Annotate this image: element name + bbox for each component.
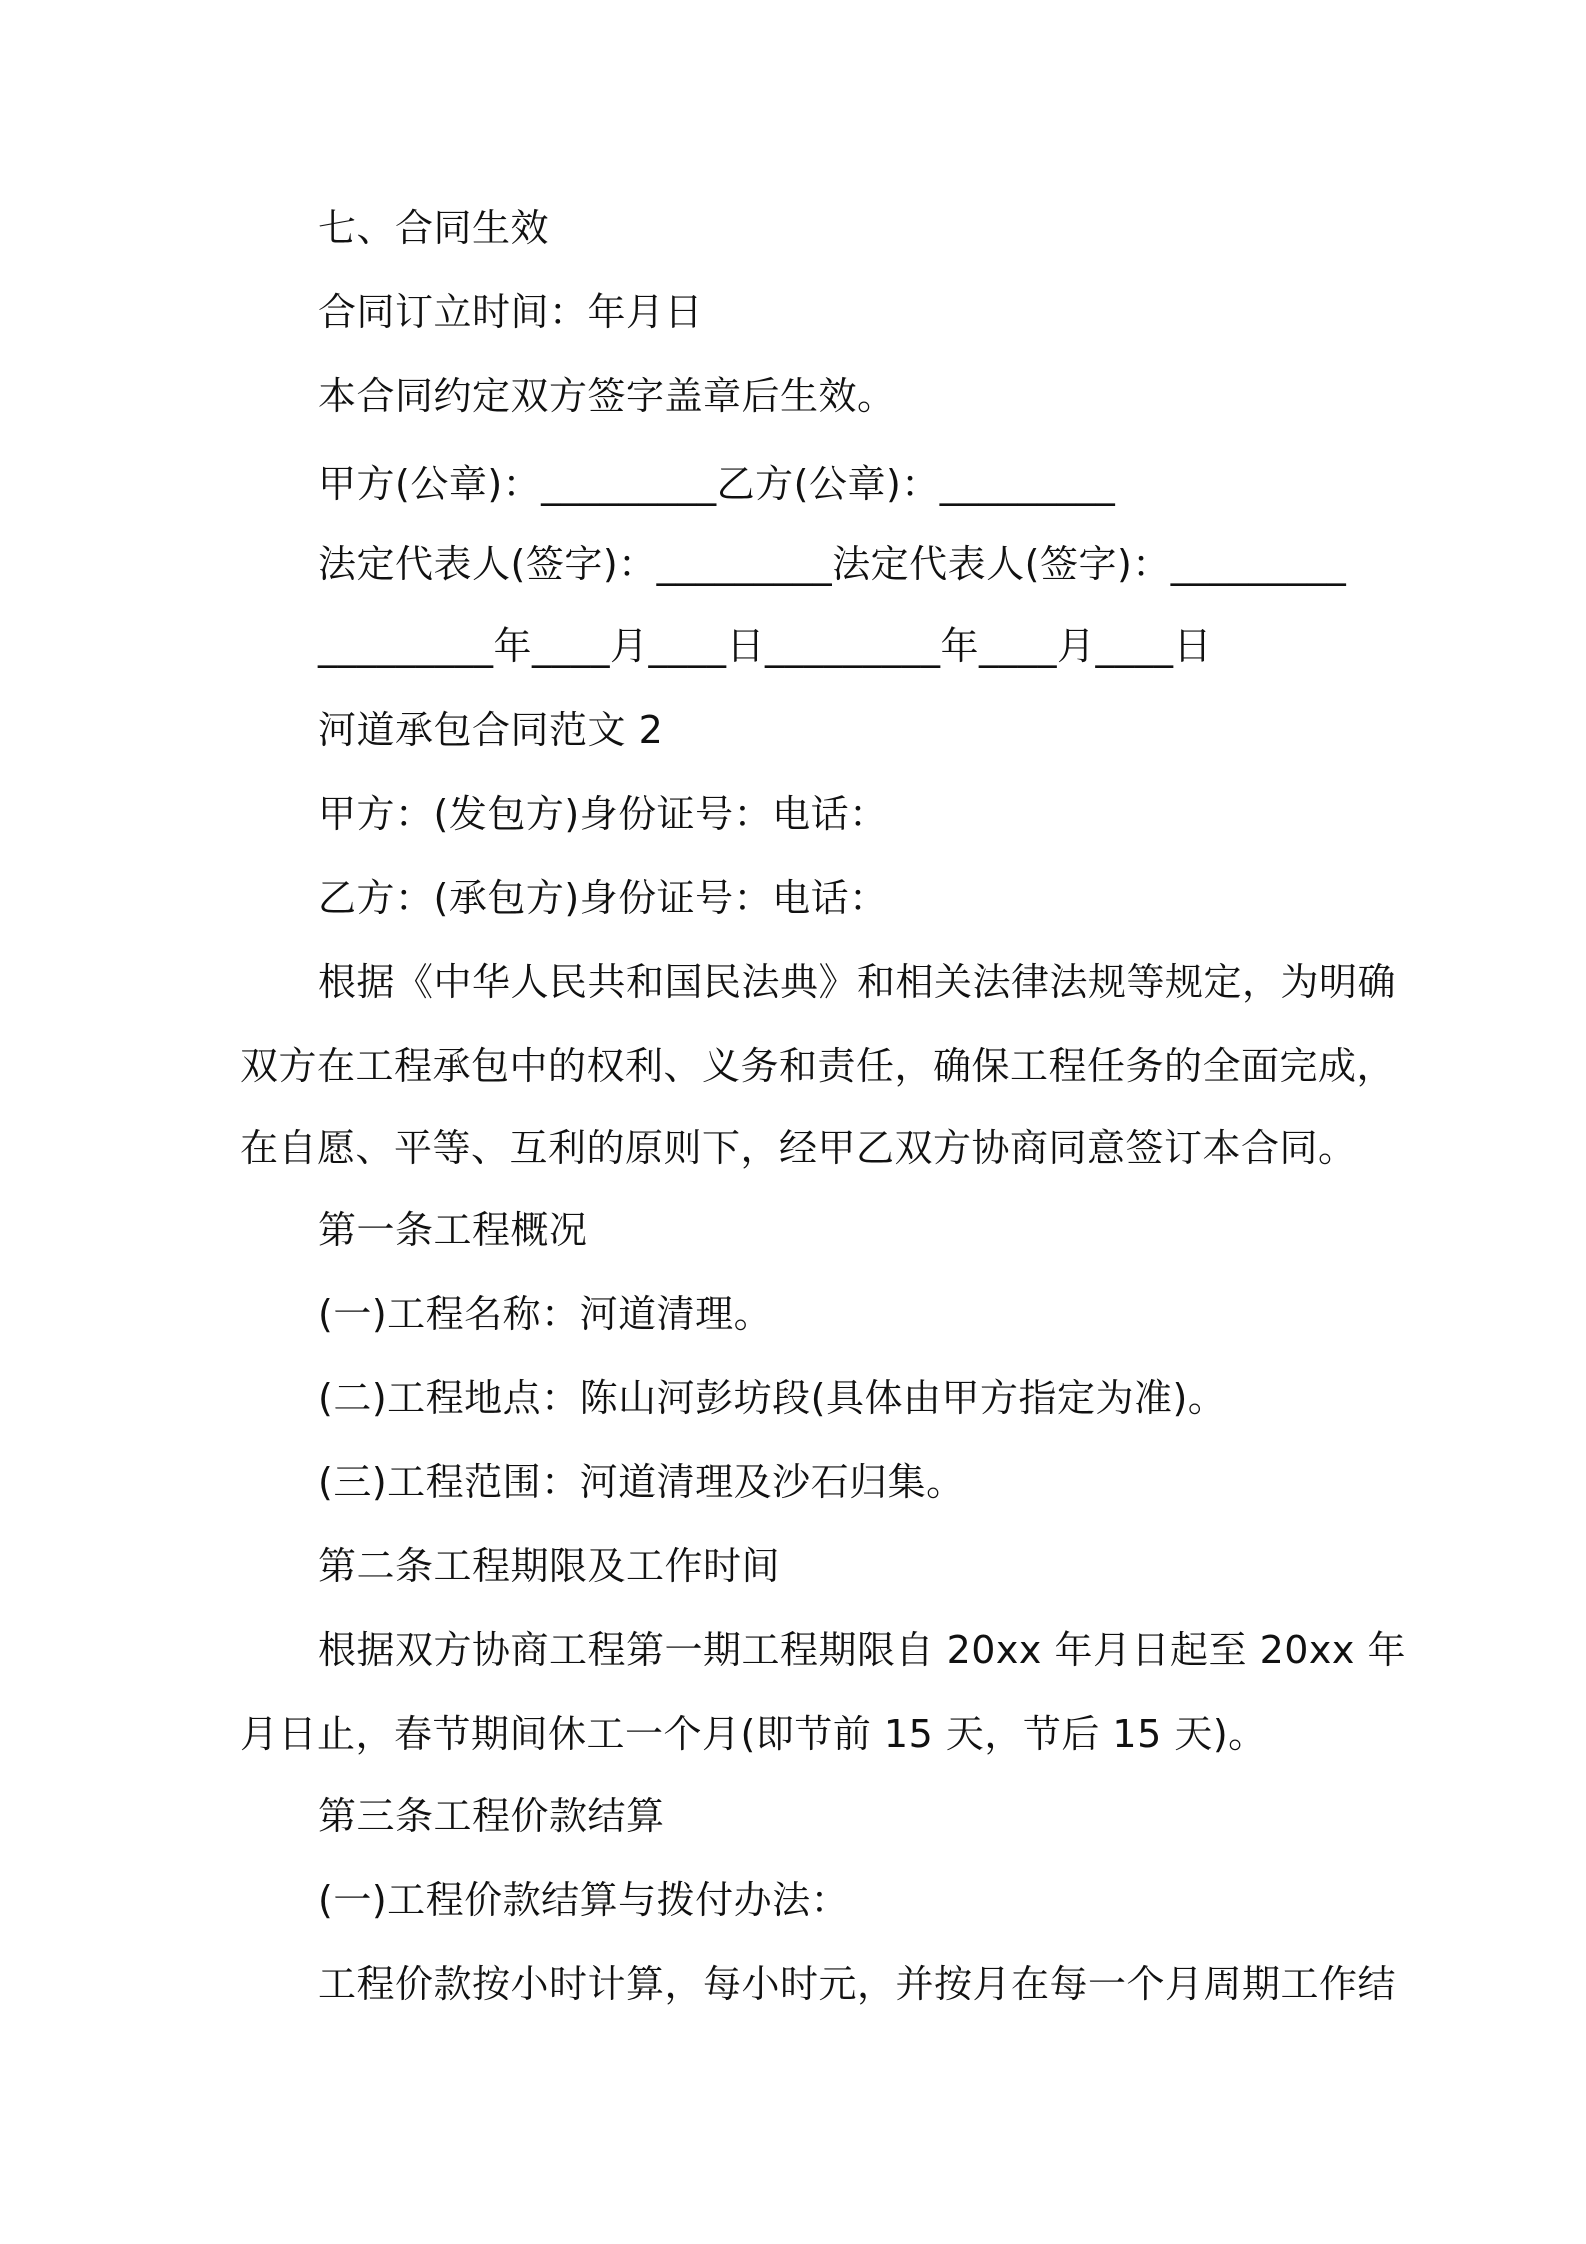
payment-method-heading: (一)工程价款结算与拨付办法： <box>318 1878 850 1922</box>
party-b-line: 乙方：(承包方)身份证号：电话： <box>318 876 888 920</box>
party-a-line: 甲方：(发包方)身份证号：电话： <box>318 792 888 836</box>
project-period-line-1: 根据双方协商工程第一期工程期限自 20xx 年月日起至 20xx 年 <box>318 1628 1406 1672</box>
section-heading-contract-effect: 七、合同生效 <box>318 206 550 250</box>
contract-date-line: 合同订立时间：年月日 <box>318 290 704 334</box>
article-2-heading: 第二条工程期限及工作时间 <box>318 1544 781 1588</box>
article-3-heading: 第三条工程价款结算 <box>318 1794 665 1838</box>
payment-terms-line: 工程价款按小时计算，每小时元，并按月在每一个月周期工作结 <box>318 1962 1397 2006</box>
project-period-line-2: 月日止，春节期间休工一个月(即节前 15 天，节后 15 天)。 <box>240 1712 1267 1756</box>
preamble-line-2: 双方在工程承包中的权利、义务和责任，确保工程任务的全面完成， <box>240 1044 1396 1088</box>
party-seal-line: 甲方(公章)：_________乙方(公章)：_________ <box>318 462 1116 506</box>
signature-date-line: _________年____月____日_________年____月____日 <box>318 624 1213 668</box>
project-scope-line: (三)工程范围：河道清理及沙石归集。 <box>318 1460 965 1504</box>
legal-rep-signature-line: 法定代表人(签字)：_________法定代表人(签字)：_________ <box>318 542 1347 586</box>
contract-effective-clause: 本合同约定双方签字盖章后生效。 <box>318 374 896 418</box>
preamble-line-3: 在自愿、平等、互利的原则下，经甲乙双方协商同意签订本合同。 <box>240 1126 1357 1170</box>
project-name-line: (一)工程名称：河道清理。 <box>318 1292 773 1336</box>
document-title: 河道承包合同范文 2 <box>318 708 664 752</box>
project-location-line: (二)工程地点：陈山河彭坊段(具体由甲方指定为准)。 <box>318 1376 1227 1420</box>
preamble-line-1: 根据《中华人民共和国民法典》和相关法律法规等规定，为明确 <box>318 960 1397 1004</box>
article-1-heading: 第一条工程概况 <box>318 1208 588 1252</box>
